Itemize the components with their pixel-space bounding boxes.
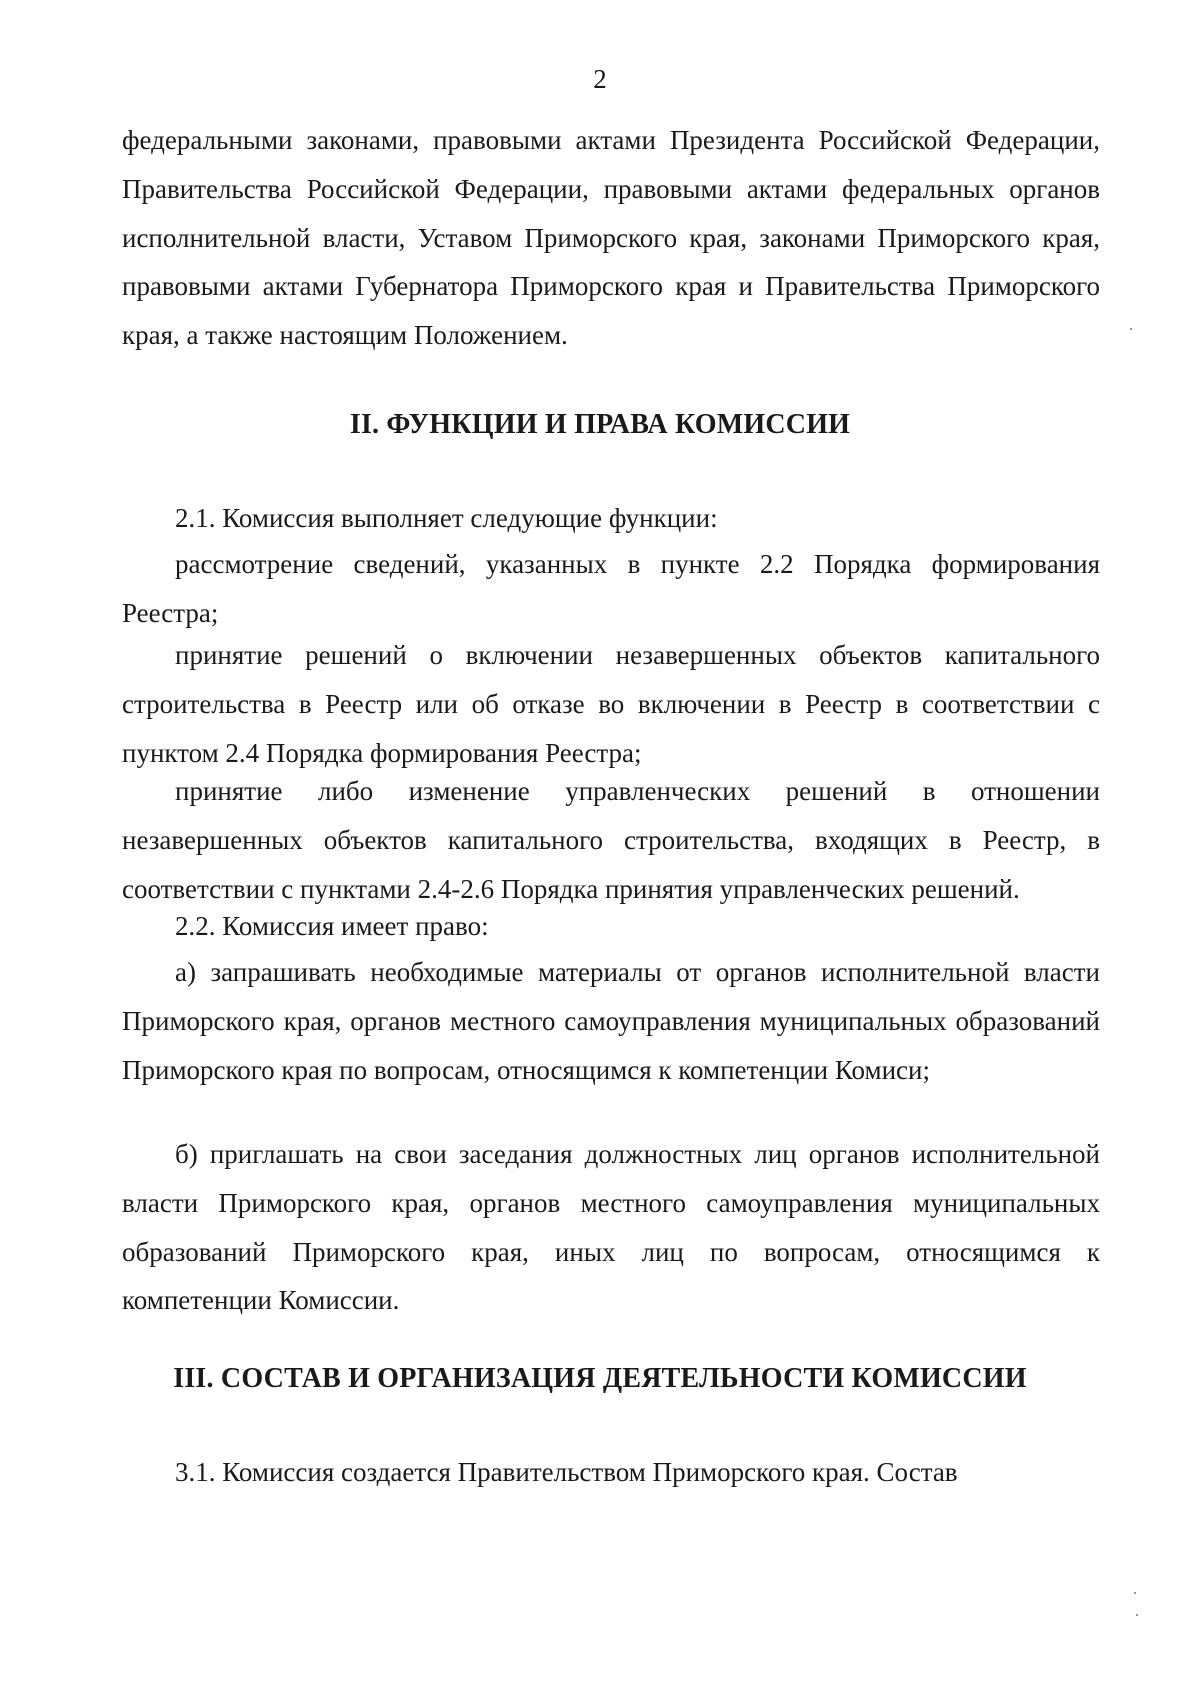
- section-heading-composition: III. СОСТАВ И ОРГАНИЗАЦИЯ ДЕЯТЕЛЬНОСТИ КОМИССИИ: [173, 1363, 1027, 1394]
- paragraph-function-review: рассмотрение сведений, указанных в пункте 2.2 Порядка формирования Реестра;: [122, 549, 1100, 628]
- paragraph-2-2: 2.2. Комиссия имеет право:: [175, 911, 489, 941]
- section-heading-functions-rights: II. ФУНКЦИИ И ПРАВА КОМИССИИ: [349, 409, 851, 440]
- paragraph-function-decisions: принятие решений о включении незавершенных объектов капитального строительства в Реестр или об отказе во включении в Реестр в соответствии с пунктом 2.4 Порядка формирования Реестра;: [122, 640, 1100, 768]
- paragraph-right-a: а) запрашивать необходимые материалы от органов исполнительной власти Приморского края, органов местного самоуправления муниципальных образований Приморского края по вопросам, относящимся к компетенции Комиси;: [122, 957, 1100, 1085]
- page-number: 2: [593, 64, 607, 94]
- paragraph-function-management: принятие либо изменение управленческих решений в отношении незавершенных объектов капитального строительства, входящих в Реестр, в соответствии с пунктами 2.4-2.6 Порядка принятия управленческих решений.: [122, 776, 1100, 904]
- paragraph-legal-basis: федеральными законами, правовыми актами Президента Российской Федерации, Правительства Российской Федерации, правовыми актами федеральных органов исполнительной власти, Уставом Приморского края, законами Приморского края, правовыми актами Губернатора Приморского края и Правительства Приморского края, а также настоящим Положением.: [122, 125, 1100, 351]
- paragraph-right-b: б) приглашать на свои заседания должностных лиц органов исполнительной власти Приморского края, органов местного самоуправления муниципальных образований Приморского края, иных лиц по вопросам, относящимся к компетенции Комиссии.: [122, 1139, 1100, 1316]
- paragraph-2-1: 2.1. Комиссия выполняет следующие функции:: [175, 503, 718, 533]
- scan-speck: [1134, 1592, 1136, 1594]
- paragraph-3-1: 3.1. Комиссия создается Правительством Приморского края. Состав: [175, 1457, 958, 1487]
- scan-speck: [1130, 328, 1132, 330]
- scan-speck: [1136, 1614, 1138, 1616]
